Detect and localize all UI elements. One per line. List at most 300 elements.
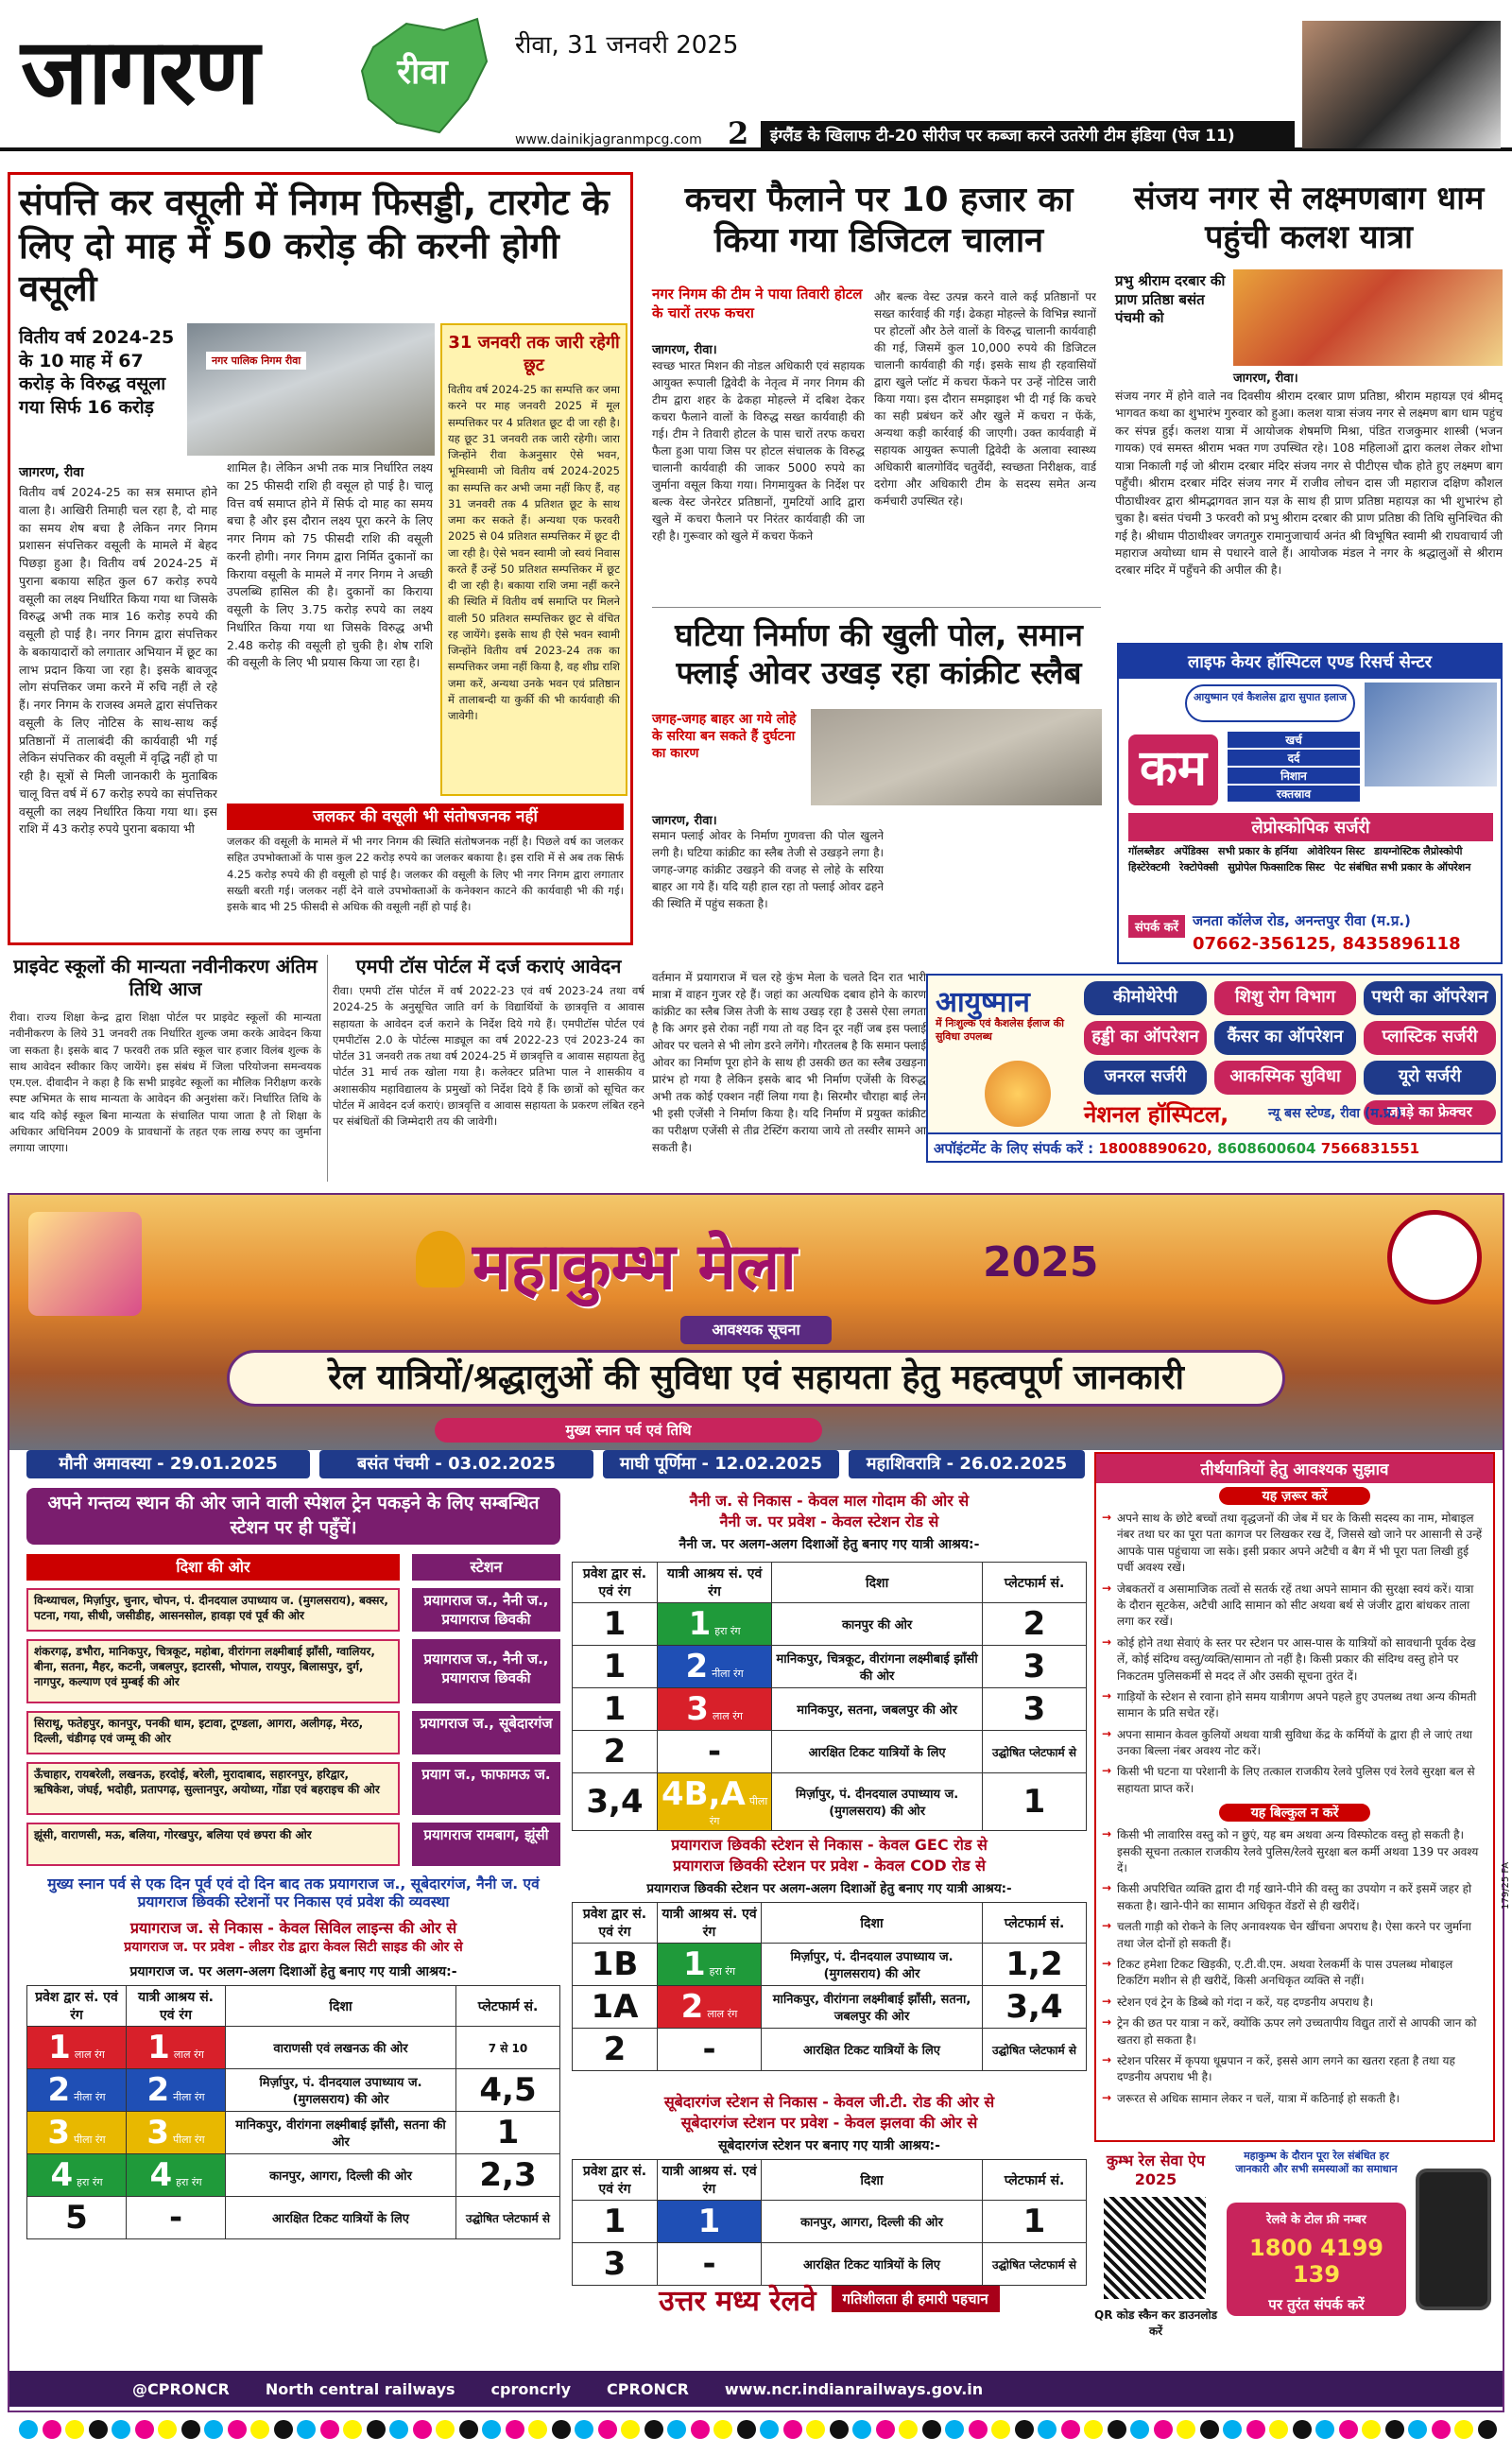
col-shelter: यात्री आश्रय सं. एवं रंग	[127, 1986, 226, 2027]
shelter-color: नीला रंग	[173, 2091, 205, 2103]
gate-number: 3	[603, 2245, 627, 2283]
col-gate: प्रवेश द्वार सं. एवं रंग	[573, 1563, 658, 1603]
phone-1: 18008890620,	[1098, 1140, 1212, 1157]
water-tax-text: जलकर की वसूली के मामले में भी नगर निगम की स्थिति संतोषजनक नहीं है। पिछले वर्ष का जलकर सहित उपभोक्ताओं के पास कुल 22 करोड़ रुपये का जलकर बकाया है। इस राशि में से अब तक सिर्फ 4.25 करोड़ रुपये की ही वसूली हो पाई है। जलकर की वसूली के लिए भी नगर निगम द्वारा लगातार सख्ती बरती गई। जलकर नहीं देने वाले उपभोक्ताओं के कनेक्शन काटने की कार्यवाही भी की गई। इसके बाद भी 25 फीसदी से अधिक की वसूली नहीं हो पाई है।	[227, 835, 624, 913]
registration-dot	[436, 2420, 455, 2439]
table-row	[573, 1603, 1087, 1646]
col-shelter: यात्री आश्रय सं. एवं रंग	[658, 1903, 762, 1944]
lifecare-hospital-ad	[1117, 643, 1503, 964]
lifecare-title: लाइफ केयर हॉस्पिटल एण्ड रिसर्च सेन्टर	[1119, 645, 1501, 679]
registration-dot	[274, 2420, 293, 2439]
direction-cell: मिर्ज़ापुर, पं. दीनदयाल उपाध्याय ज. (मुगलसराय) की ओर	[790, 1950, 954, 1981]
headline-kalash-yatra: संजय नगर से लक्ष्मणबाग धाम पहुंची कलश यात्रा	[1133, 180, 1485, 256]
registration-dot	[1223, 2420, 1242, 2439]
service-item: हिस्टेरेक्टमी	[1128, 861, 1170, 874]
table-row	[573, 1944, 1087, 1986]
website-url[interactable]: www.dainikjagranmpcg.com	[515, 132, 702, 147]
registration-dot	[204, 2420, 223, 2439]
registration-dot	[691, 2420, 710, 2439]
table-row	[573, 1731, 1087, 1773]
gate-number: 3,4	[586, 1783, 644, 1821]
shelter-color: लाल रंग	[707, 2008, 738, 2020]
registration-dot	[1362, 2420, 1381, 2439]
byline: जागरण, रीवा।	[652, 343, 717, 357]
garbage-text-col2: और बल्क वेस्ट उत्पन्न करने वाले कई प्रतिष्ठानों पर सख्त कार्रवाई की गई। ढेकहा मोहल्ले के विभिन्न स्थानों पर होटलों और ठेले वालों के विरुद्ध चालानी कार्यवाही की गई, जिसमें कुल 10,000 रुपये की डिजिटल चालानी कार्यवाही की गई। इसके साथ ही रहवासियों द्वारा खुले प्लॉट में कचरा फेंकने पर उन्हें नोटिस जारी किया गया। इस दौरान समझाइश भी दी गई कि कचरे का सही प्रबंधन करें और खुले में कचरा न फेंकें, अन्यथा कड़ी कार्रवाई की जाएगी। उक्त कार्यवाही में सहायक आयुक्त रूपाली द्विवेदी के अलावा स्वास्थ्य अधिकारी बालगोविंद चतुर्वेदी, स्वच्छता निरीक्षक, वार्ड दरोगा और अधिकारी टीम के सदस्य समेत अन्य कर्मचारी उपस्थित रहे।	[874, 290, 1096, 508]
direction-cell: मानिकपुर, वीरांगना लक्ष्मीबाई झाँसी, सतना की ओर	[235, 2118, 446, 2150]
table-row	[27, 2154, 560, 2197]
direction-column-head: दिशा की ओर	[26, 1554, 400, 1581]
station-column-head: स्टेशन	[412, 1554, 560, 1581]
platform-cell: 1	[1022, 2203, 1046, 2240]
subedarganj-exit: सूबेदारगंज स्टेशन से निकास - केवल जी.टी. रोड की ओर से	[663, 2093, 995, 2111]
kicker-property-tax: वितीय वर्ष 2024-25 के 10 माह में 67 करोड़ के विरुद्ध वसूला गया सिर्फ 16 करोड़	[19, 327, 175, 419]
shelter-number: 2	[685, 1648, 709, 1685]
tollfree-sub: पर तुरंत संपर्क करें	[1268, 2296, 1365, 2313]
tollfree-number[interactable]: 1800 4199 139	[1249, 2235, 1383, 2288]
gate-number: 1B	[591, 1945, 639, 1983]
kalash-yatra-photo	[1233, 269, 1503, 366]
tip-item: → स्टेशन परिसर में कृपया धूम्रपान न करें, इससे आग लगने का खतरा रहता है तथा यह दण्डनीय अपराध भी है।	[1096, 2051, 1493, 2089]
prayagraj-shelter-table	[26, 1985, 560, 2239]
platform-cell: 1,2	[1005, 1945, 1063, 1983]
registration-dot	[297, 2420, 316, 2439]
naini-entry: नैनी ज. पर प्रवेश - केवल स्टेशन रोड से	[719, 1512, 939, 1530]
direction-row	[26, 1639, 560, 1703]
naini-sub: नैनी ज. पर अलग-अलग दिशाओं हेतु बनाए गए यात्री आश्रय:-	[679, 1537, 980, 1552]
direction-text: सिराथू, फतेहपुर, कानपुर, पनकी धाम, इटावा, टूण्डला, आगरा, अलीगढ़, मेरठ, दिल्ली, चंडीगढ़ एवं जम्मू की ओर	[26, 1711, 400, 1754]
flyover-text-col1: समान फ्लाई ओवर के निर्माण गुणवत्ता की पोल खुलने लगी है। घटिया कांक्रीट का स्लैब तेजी से उखड़ने लगा है। जगह-जगह कांक्रीट उखड़ने की वजह से लोहे के सरिया बाहर आ गये हैं। यदि यही हाल रहा तो फ्लाई ओवर ढहने की स्थिति में पहुंच सकता है।	[652, 829, 884, 910]
direction-cell: वाराणसी एवं लखनऊ की ओर	[273, 2042, 408, 2056]
direction-cell: आरक्षित टिकट यात्रियों के लिए	[808, 1746, 946, 1760]
appt-label: अपॉइंटमेंट के लिए संपर्क करें :	[934, 1140, 1094, 1157]
registration-dot	[644, 2420, 663, 2439]
indian-railways-logo	[1387, 1210, 1482, 1305]
platform-cell: 3,4	[1005, 1988, 1063, 2026]
platform-cell: उद्घोषित प्लेटफार्म से	[992, 2043, 1076, 2057]
platform-cell: 3	[1022, 1690, 1046, 1728]
tip-item: → ट्रेन की छत पर यात्रा न करें, क्योंकि ऊपर लगे उच्चतापीय विद्युत तारों से आपकी जान को खतरा हो सकता है।	[1096, 2013, 1493, 2051]
flyover-photo	[811, 709, 1102, 805]
subedarganj-shelter-table	[572, 2159, 1087, 2286]
registration-dot	[250, 2420, 269, 2439]
col-direction: दिशा	[762, 2160, 983, 2201]
shelter-color: पीला रंग	[173, 2134, 205, 2146]
service-item: सुप्रोपेल फिक्साटिक सिस्ट	[1228, 861, 1325, 874]
gate-number: 1	[603, 1605, 627, 1643]
notice-label: आवश्यक सूचना	[680, 1316, 832, 1344]
dos-title: यह ज़रूर करें	[1219, 1487, 1370, 1505]
gate-number: 1	[603, 2203, 627, 2240]
gate-color: हरा रंग	[77, 2176, 103, 2188]
kicker-kalash: प्रभु श्रीराम दरबार की प्राण प्रतिष्ठा बसंत पंचमी को	[1115, 272, 1226, 326]
direction-cell: मिर्ज़ापुर, पं. दीनदयाल उपाध्याय ज. (मुगलसराय) की ओर	[259, 2076, 422, 2107]
naini-exit: नैनी ज. से निकास - केवल माल गोदाम की ओर से	[689, 1492, 970, 1510]
facebook-handle[interactable]: North central railways	[265, 2379, 455, 2398]
gate-number: 3	[47, 2114, 71, 2152]
gate-number: 5	[65, 2199, 88, 2237]
shelter-number: 4	[149, 2156, 173, 2194]
shelter-number: 3	[146, 2114, 170, 2152]
registration-dot	[413, 2420, 432, 2439]
platform-cell: 1	[1022, 1783, 1046, 1821]
service-pill: कीमोथेरेपी	[1084, 981, 1207, 1015]
direction-row	[26, 1762, 560, 1815]
instagram-handle[interactable]: cproncrly	[490, 2379, 572, 2398]
chheoki-entry: प्रयागराज छिवकी स्टेशन पर प्रवेश - केवल COD रोड से	[673, 1857, 986, 1875]
shelter-number: 1	[682, 1945, 706, 1983]
kam-item: दर्द	[1228, 750, 1360, 766]
table-row	[573, 1646, 1087, 1688]
shelter-number: -	[168, 2199, 183, 2237]
prayagraj-sub: प्रयागराज ज. पर अलग-अलग दिशाओं हेतु बनाए गए यात्री आश्रय:-	[129, 1964, 457, 1979]
platform-cell: 4,5	[479, 2071, 537, 2109]
shelter-number: 2	[146, 2071, 170, 2109]
table-row	[573, 2029, 1087, 2071]
direction-text: ऊँचाहार, रायबरेली, लखनऊ, हरदोई, बरेली, मुरादाबाद, सहारनपुर, हरिद्वार, ऋषिकेश, जंघई, भदोही, प्रतापगढ़, सुल्तानपुर, अयोध्या, गोंडा एवं बहराइच की ओर	[26, 1762, 400, 1815]
registration-marks	[0, 2420, 1512, 2445]
direction-cell: आरक्षित टिकट यात्रियों के लिए	[803, 2044, 940, 2058]
flyover-text-col2: वर्तमान में प्रयागराज में चल रहे कुंभ मेला के चलते दिन रात भारी मात्रा में वाहन गुजर रहे हैं। जहां का अत्यधिक दबाव होने के कारण कांक्रीट का स्लैब जिस तेजी के साथ उखड़ रहा है उससे ऐसा लगता है कि अगर इसे रोका नहीं गया तो वह दिन दूर नहीं जब इस फ्लाई ओवर पर चलने से भी लोग डरने लगेंगे। गौरतलब है कि समान फ्लाई ओवर का निर्माण पूरा होने के साथ ही उसकी छत का स्लैब उखड़ना प्रारंभ हो गया है लेकिन इसके बाद भी निर्माण एजेंसी के विरुद्ध अभी तक कोई एक्शन नहीं लिया गया है। सिरमौर चौराहा बाई लेन भी इसी एजेंसी ने निर्माण किया है। यदि निर्माण में प्रयुक्त कांक्रीट का परीक्षण एजेंसी से तीव्र टेस्टिंग कराया जाये तो तस्वीर सामने आ सकती है।	[652, 971, 926, 1154]
mptaas-text: रीवा। एमपी टॉस पोर्टल में वर्ष 2022-23 एवं वर्ष 2023-24 तथा वर्ष 2024-25 के अनुसूचित जाति वर्ग के विद्यार्थियों के छात्रवृत्ति व आवास सहायता के आवेदन दर्ज कराने के निर्देश दिये गये हैं। एमपीटॉस पोर्टल एवं एमपीटॉस 2.0 के पोर्टल्स माड्यूल का वर्ष 2022-23 एवं 2023-24 का पोर्टल 31 जनवरी तक तथा वर्ष 2024-25 में छात्रवृत्ति व आवास सहायता हेतु पोर्टल 31 मार्च तक खोला गया है। कलेक्टर प्रतिभा पाल ने शासकीय व अशासकीय महाविद्यालय के प्रमुखों को निर्देश दिये हैं कि छात्रों को सूचित कर पोर्टल में आवेदन दर्ज कराएं। छात्रवृत्ति व आवास सहायता के प्रकरण लंबित रहने पर संबंधितों की जिम्मेदारी तय की जावेगी।	[333, 984, 644, 1128]
registration-dot	[1454, 2420, 1473, 2439]
subedarganj-sub: सूबेदारगंज स्टेशन पर बनाए गए यात्री आश्रय:-	[718, 2138, 940, 2153]
direction-text: विन्ध्याचल, मिर्ज़ापुर, चुनार, चोपन, पं. दीनदयाल उपाध्याय ज. (मुगलसराय), बक्सर, पटना, गया, सीधी, जसीडीह, आसनसोल, हावड़ा एवं पूर्व की ओर	[26, 1588, 400, 1632]
registration-dot	[969, 2420, 988, 2439]
service-item: ओवेरियन सिस्ट	[1306, 845, 1366, 857]
registration-dot	[1246, 2420, 1265, 2439]
station-text: प्रयागराज ज., नैनी ज., प्रयागराज छिवकी	[412, 1639, 560, 1703]
contact-label: संपर्क करें	[1128, 915, 1185, 938]
registration-dot	[19, 2420, 38, 2439]
kalash-icon	[416, 1231, 465, 1287]
story-text-col2: शामिल है। लेकिन अभी तक मात्र निर्धारित लक्ष्य का 25 फीसदी राशि ही वसूल हो पाई है। चालू वित्त वर्ष समाप्त होने में सिर्फ दो माह का समय बचा है और इस दौरान लक्ष्य पूरा करने के लिए नगर निगम को 75 फीसदी राशि की वसूली करनी होगी। नगर निगम द्वारा निर्मित दुकानों का किराया वसूली के मामले में नगर निगम ने अच्छी उपलब्धि हासिल की है। दुकानों का किराया वसूली के लिए 3.75 करोड़ रुपये का लक्ष्य निर्धारित किया गया था जिसके विरुद्ध अभी 2.48 करोड़ की वसूली हो चुकी है। शेष राशि की वसूली के लिए भी प्रयास किया जा रहा है।	[227, 460, 433, 670]
helpline-title: महाकुम्भ के दौरान पूरा रेल संबंधित हर जानकारी और सभी समस्याओं का समाधान	[1235, 2150, 1398, 2176]
registration-dot	[922, 2420, 941, 2439]
pilgrim-tips	[1094, 1452, 1495, 2142]
tip-item: → चलती गाड़ी को रोकने के लिए अनावश्यक चेन खींचना अपराध है। ऐसा करने पर जुर्माना तथा जेल दोनों हो सकती हैं।	[1096, 1917, 1493, 1955]
byline: जागरण, रीवा	[19, 465, 84, 480]
gate-number: 1	[48, 2029, 71, 2066]
table-row	[27, 2027, 560, 2069]
registration-dot	[876, 2420, 895, 2439]
col-platform: प्लेटफार्म सं.	[983, 1903, 1087, 1944]
col-direction: दिशा	[762, 1903, 983, 1944]
registration-dot	[43, 2420, 61, 2439]
discount-box	[440, 323, 627, 796]
col-platform: प्लेटफार्म सं.	[456, 1986, 560, 2027]
side-code: 179/25 FA	[1501, 1861, 1511, 1910]
byline: जागरण, रीवा।	[1233, 372, 1298, 386]
table-row	[573, 1986, 1087, 2029]
platform-cell: 7 से 10	[488, 2041, 528, 2055]
kicker-garbage: नगर निगम की टीम ने पाया तिवारी होटल के चारों तरफ कचरा	[652, 285, 863, 321]
national-hospital-ad	[926, 974, 1503, 1163]
tollfree-box	[1227, 2203, 1406, 2316]
registration-dot	[621, 2420, 640, 2439]
headline-mptaas: एमपी टॉस पोर्टल में दर्ज कराएं आवेदन	[355, 955, 622, 977]
registration-dot	[552, 2420, 571, 2439]
lifecare-address: जनता कॉलेज रोड, अनन्तपुर रीवा (म.प्र.)	[1193, 912, 1411, 929]
snan-date: बसंत पंचमी - 03.02.2025	[319, 1450, 593, 1478]
registration-dot	[367, 2420, 386, 2439]
direction-text: झूंसी, वाराणसी, मऊ, बलिया, गोरखपुर, बलिया एवं छपरा की ओर	[26, 1823, 400, 1866]
day-arrangement: मुख्य स्नान पर्व से एक दिन पूर्व एवं दो दिन बाद तक प्रयागराज ज., सूबेदारगंज, नैनी ज. एवं प्रयागराज छिवकी स्टेशनों पर निकास एवं प्रवेश की व्यवस्था	[47, 1875, 540, 1911]
service-item: डायग्नोस्टिक लैप्रोस्कोपी	[1374, 845, 1463, 857]
page-number: 2	[728, 115, 749, 151]
divider	[652, 607, 1101, 608]
col-shelter: यात्री आश्रय सं. एवं रंग	[658, 2160, 762, 2201]
registration-dot	[1015, 2420, 1034, 2439]
tip-item: → किसी भी लावारिस वस्तु को न छुएं, यह बम अथवा अन्य विस्फोटक वस्तु हो सकती है। इसकी सूचना तत्काल राजकीय रेलवे पुलिस/रेलवे सुरक्षा बल कर्मी अथवा 139 पर अवश्य दें।	[1096, 1825, 1493, 1879]
headline-private-schools: प्राइवेट स्कूलों की मान्यता नवीनीकरण अंतिम तिथि आज	[13, 955, 318, 1000]
service-item: अपेंडिक्स	[1174, 845, 1209, 857]
shelter-color: लाल रंग	[173, 2048, 204, 2061]
kam-item: खर्च	[1228, 732, 1360, 748]
service-pill: पथरी का ऑपरेशन	[1364, 981, 1496, 1015]
station-text: प्रयागराज ज., सूबेदारगंज	[412, 1711, 560, 1754]
registration-dot	[343, 2420, 362, 2439]
byline: जागरण, रीवा।	[652, 814, 717, 828]
service-pill: यूरो सर्जरी	[1364, 1061, 1496, 1095]
tip-item: → गाड़ियों के स्टेशन से रवाना होने समय यात्रीगण अपने पहले हुए उपलब्ध तथा अन्य कीमती सामान के प्रति सचेत रहें।	[1096, 1687, 1493, 1725]
headline-flyover: घटिया निर्माण की खुली पोल, समान फ्लाई ओवर उखड़ रहा कांक्रीट स्लैब	[675, 616, 1083, 691]
phone-3: 7566831551	[1320, 1140, 1420, 1157]
direction-row	[26, 1711, 560, 1754]
shelter-number: -	[702, 2245, 716, 2283]
col-shelter: यात्री आश्रय सं. एवं रंग	[658, 1563, 772, 1603]
tip-item: → अपना सामान केवल कुलियों अथवा यात्री सुविधा केंद्र के कर्मियों के द्वारा ही ले जाएं तथा उनका बिल्ला नंबर अवश्य नोट करें।	[1096, 1725, 1493, 1763]
qr-code[interactable]	[1104, 2197, 1206, 2299]
shelter-color: हरा रंग	[714, 1625, 741, 1637]
registration-dot	[598, 2420, 617, 2439]
lap-surgery-title: लेप्रोस्कोपिक सर्जरी	[1128, 813, 1493, 841]
registration-dot	[830, 2420, 849, 2439]
social-footer	[9, 2371, 1503, 2407]
table-row	[573, 1688, 1087, 1731]
national-hospital-name: नेशनल हॉस्पिटल,	[1084, 1101, 1229, 1128]
story-text-col1: वितीय वर्ष 2024-25 का सत्र समाप्त होने वाला है। आखिरी तिमाही चल रहा है, दो माह का समय शेष बचा है लेकिन नगर निगम प्रशासन संपत्तिकर वसूली के मामले में बेहद पिछड़ा हुआ है। वितीय वर्ष 2024-25 में पुराना बकाया सहित कुल 67 करोड़ रुपये वसूली का लक्ष्य निर्धारित किया गया था जिसके विरुद्ध अभी तक मात्र 16 करोड़ रुपये की वसूली हो पाई है। नगर निगम द्वारा संपत्तिकर के बकायादारों को लगातार अभियान में छूट का लाभ प्रदान किया जा रहा है। इसके बावजूद लोग संपत्तिकर जमा करने में रुचि नहीं ले रहे हैं। नगर निगम के राजस्व अमले द्वारा संपत्तिकर वसूली के लिए नोटिस के साथ-साथ कई प्रतिष्ठानों में तालाबंदी की कार्यवाही भी गई लेकिन संपत्तिकर की वसूली में वृद्धि नहीं हो पा रही है। सूत्रों से मिली जानकारी के मुताबिक चालू वित्त वर्ष में 67 करोड़ रुपये का संपत्तिकर वसूली का लक्ष्य निर्धारित किया गया था। इस राशि में 43 करोड़ रुपये पुराना बकाया भी	[19, 485, 217, 837]
service-item: रेक्टोपेक्सी	[1178, 861, 1219, 874]
registration-dot	[1200, 2420, 1219, 2439]
col-gate: प्रवेश द्वार सं. एवं रंग	[573, 2160, 658, 2201]
platform-cell: 3	[1022, 1648, 1046, 1685]
service-pill: कैंसर का ऑपरेशन	[1214, 1021, 1356, 1055]
registration-dot	[852, 2420, 871, 2439]
service-pill: हड्डी का ऑपरेशन	[1084, 1021, 1207, 1055]
registration-dot	[991, 2420, 1010, 2439]
service-item: गॉलब्लैडर	[1128, 845, 1165, 857]
shelter-number: -	[702, 2031, 716, 2068]
ayushman-label: आयुष्मान	[936, 986, 1030, 1019]
phone-mockup	[1416, 2169, 1491, 2310]
tip-item: → अपने साथ के छोटे बच्चों तथा वृद्धजनों की जेब में घर के किसी सदस्य का नाम, मोबाइल नंबर तथा घर का पूरा पता कागज पर लिखकर रख दें, जिससे खो जाने पर आसानी से उन्हें आपके पास पहुंचाया जा सके। इसी प्रकार अपने अटैची व बैग में भी पूरा पता लिखी हुई पर्ची अवश्य रखें।	[1096, 1509, 1493, 1580]
registration-dot	[1385, 2420, 1404, 2439]
snan-date: महाशिवरात्रि - 26.02.2025	[849, 1450, 1085, 1478]
state-map-icon	[354, 9, 491, 142]
registration-dot	[713, 2420, 732, 2439]
website-link[interactable]: www.ncr.indianrailways.gov.in	[724, 2379, 984, 2398]
newspaper-logo: जागरण	[21, 18, 258, 125]
subedarganj-entry: सूबेदारगंज स्टेशन पर प्रवेश - केवल झलवा की ओर से	[680, 2114, 978, 2132]
direction-cell: मानिकपुर, सतना, जबलपुर की ओर	[797, 1703, 957, 1718]
x-handle[interactable]: @CPRONCR	[132, 2379, 230, 2398]
lifecare-phones: 07662-356125, 8435896118	[1193, 934, 1461, 954]
registration-dot	[528, 2420, 547, 2439]
registration-dot	[760, 2420, 779, 2439]
registration-dot	[1108, 2420, 1126, 2439]
kam-badge: कम	[1128, 734, 1218, 805]
city-label: रीवा	[397, 53, 448, 92]
gate-number: 1	[603, 1648, 627, 1685]
kumbh-title: महाकुम्भ मेला	[472, 1229, 797, 1305]
platform-cell: उद्घोषित प्लेटफार्म से	[466, 2211, 550, 2225]
surgery-photo	[1365, 683, 1497, 786]
gate-number: 4	[50, 2156, 74, 2194]
registration-dot	[89, 2420, 108, 2439]
kicker-flyover: जगह-जगह बाहर आ गये लोहे के सरिया बन सकते हैं दुर्घटना का कारण	[652, 712, 797, 762]
direction-cell: आरक्षित टिकट यात्रियों के लिए	[803, 2258, 940, 2273]
garbage-text-col1: स्वच्छ भारत मिशन की नोडल अधिकारी एवं सहायक आयुक्त रूपाली द्विवेदी के नेतृत्व में नगर निगम की टीम द्वारा शहर के ढेकहा मोहल्ले में दबिश देकर कचरा फैलाने वालों के विरुद्ध सख्त कार्यवाही की गई। टीम ने तिवारी होटल के पास चारों तरफ कचरा फैला हुआ पाया जिस पर होटल संचालक के विरुद्ध चालानी कार्यवाही की जाकर 5000 रुपये का जुर्माना वसूल किया गया। निगमायुक्त के निर्देश पर बल्क वेस्ट जेनरेटर प्रतिष्ठानों, गुमटियों आदि द्वारा खुले में कचरा फैलाने पर निरंतर कार्यवाही की जा रही है। गुरूवार को खुले में कचरा फेंकने	[652, 359, 865, 543]
tip-item: → कोई होने तथा सेवाएं के स्तर पर स्टेशन पर आस-पास के यात्रियों को सावधानी पूर्वक देख लें, कोई संदिग्ध वस्तु/व्यक्ति/सामान तो नहीं है। किसी प्रकार की संदिग्ध वस्तु होने पर निकटतम पुलिसकर्मी से मदद लें और उसकी सूचना तुरंत दें।	[1096, 1633, 1493, 1687]
service-item: सभी प्रकार के हर्निया	[1217, 845, 1297, 857]
tip-item: → स्टेशन एवं ट्रेन के डिब्बे को गंदा न करें, यह दण्डनीय अपराध है।	[1096, 1993, 1493, 2013]
col-gate: प्रवेश द्वार सं. एवं रंग	[27, 1986, 127, 2027]
gate-number: 2	[603, 1733, 627, 1771]
direction-cell: कानपुर, आगरा, दिल्ली की ओर	[800, 2216, 943, 2230]
special-train-heading: अपने गन्तव्य स्थान की ओर जाने वाली स्पेशल ट्रेन पकड़ने के लिए सम्बन्धित स्टेशन पर ही पहुँचें।	[26, 1488, 560, 1545]
railway-name: उत्तर मध्य रेलवे	[659, 2284, 816, 2318]
direction-cell: आरक्षित टिकट यात्रियों के लिए	[272, 2212, 409, 2226]
platform-cell: 2,3	[479, 2156, 537, 2194]
registration-dot	[1177, 2420, 1195, 2439]
water-tax-subhead: जलकर की वसूली भी संतोषजनक नहीं	[227, 804, 624, 830]
col-direction: दिशा	[772, 1563, 983, 1603]
table-row	[573, 1773, 1087, 1831]
tip-item: → किसी अपरिचित व्यक्ति द्वारा दी गई खाने-पीने की वस्तु का उपयोग न करें इसमें जहर हो सकता है। खाने-पीने का सामान अधिकृत वेंडरों से ही खरीदें।	[1096, 1879, 1493, 1917]
col-platform: प्लेटफार्म सं.	[983, 2160, 1087, 2201]
shelter-number: -	[708, 1733, 722, 1771]
lifecare-sub: आयुष्मान एवं कैशलेस द्वारा सुपात इलाज	[1185, 684, 1355, 722]
railway-signature	[572, 2280, 1087, 2318]
snan-date: मौनी अमावस्या - 29.01.2025	[26, 1450, 310, 1478]
col-platform: प्लेटफार्म सं.	[983, 1563, 1087, 1603]
service-item: पेट संबंधित सभी प्रकार के ऑपरेशन	[1333, 861, 1471, 874]
chheoki-sub: प्रयागराज छिवकी स्टेशन पर अलग-अलग दिशाओं हेतु बनाए गए यात्री आश्रय:-	[646, 1881, 1012, 1896]
discount-box-title: 31 जनवरी तक जारी रहेगी छूट	[448, 333, 620, 375]
edition-date: रीवा, 31 जनवरी 2025	[515, 31, 739, 60]
kumbh-subtitle: रेल यात्रियों/श्रद्धालुओं की सुविधा एवं सहायता हेतु महत्वपूर्ण जानकारी	[227, 1350, 1285, 1407]
shelter-number: 1	[697, 2203, 721, 2240]
naini-shelter-table	[572, 1562, 1087, 1831]
registration-dot	[899, 2420, 918, 2439]
shelter-number: 2	[680, 1988, 704, 2026]
donts-title: यह बिल्कुल न करें	[1219, 1804, 1370, 1822]
chheoki-shelter-table	[572, 1902, 1087, 2071]
gate-color: लाल रंग	[74, 2048, 105, 2061]
kumbh-logo	[28, 1212, 142, 1316]
masthead	[0, 0, 1512, 151]
shelter-number: 1	[688, 1605, 712, 1643]
qr-text: QR कोड स्कैन कर डाउनलोड करें	[1094, 2308, 1217, 2338]
registration-dot	[1154, 2420, 1173, 2439]
phone-2: 8608600604	[1217, 1140, 1316, 1157]
shelter-number: 4B,A	[662, 1775, 746, 1813]
snan-heading: मुख्य स्नान पर्व एवं तिथि	[435, 1418, 822, 1443]
registration-dot	[575, 2420, 593, 2439]
service-pill: जबड़े का फ्रेक्चर	[1364, 1100, 1496, 1125]
gate-number: 1A	[591, 1988, 639, 2026]
ayushman-sub: में निःशुल्क एवं कैशलेस ईलाज की सुविधा उपलब्ध	[936, 1017, 1064, 1044]
registration-dot	[112, 2420, 130, 2439]
service-pill: शिशु रोग विभाग	[1214, 981, 1356, 1015]
col-direction: दिशा	[226, 1986, 456, 2027]
col-gate: प्रवेश द्वार सं. एवं रंग	[573, 1903, 658, 1944]
national-address: न्यू बस स्टेण्ड, रीवा (म.प्र.)	[1268, 1106, 1402, 1121]
station-text: प्रयागराज रामबाग, झूंसी	[412, 1823, 560, 1866]
ayushman-logo-icon	[985, 1061, 1051, 1127]
registration-dot	[806, 2420, 825, 2439]
direction-text: शंकरगढ़, डभौरा, मानिकपुर, चित्रकूट, महोबा, वीरांगना लक्ष्मीबाई झाँसी, ग्वालियर, बीना, सतना, मैहर, कटनी, जबलपुर, इटारसी, भोपाल, रायपुर, बिलासपुर, दुर्ग, नागपुर, कल्याण एवं मुम्बई की ओर	[26, 1639, 400, 1703]
photo-sign: नगर पालिक निगम रीवा	[206, 352, 306, 370]
youtube-handle[interactable]: CPRONCR	[607, 2379, 689, 2398]
platform-cell: उद्घोषित प्लेटफार्म से	[992, 2257, 1076, 2272]
helpline-section	[1094, 2150, 1495, 2365]
registration-dot	[158, 2420, 177, 2439]
tip-item: → जेबकतरों व असामाजिक तत्वों से सतर्क रहें तथा अपने सामान की सुरक्षा स्वयं करें। यात्रा के दौरान सूटकेस, अटैची आदि सामान को सीट अथवा बर्थ से जंजीर द्वारा बांधकर ताला लगा कर रखें।	[1096, 1580, 1493, 1633]
direction-cell: मिर्ज़ापुर, पं. दीनदयाल उपाध्याय ज. (मुगलसराय) की ओर	[796, 1788, 959, 1819]
registration-dot	[945, 2420, 964, 2439]
direction-cell: मानिकपुर, चित्रकूट, वीरांगना लक्ष्मीबाई झाँसी की ओर	[776, 1652, 978, 1684]
direction-row	[26, 1823, 560, 1866]
direction-cell: मानिकपुर, वीरांगना लक्ष्मीबाई झाँसी, सतना, जबलपुर की ओर	[772, 1993, 971, 2024]
app-title: कुम्भ रेल सेवा ऐप 2025	[1106, 2152, 1206, 2188]
railway-tagline: गतिशीलता ही हमारी पहचान	[832, 2286, 1000, 2312]
registration-dot	[1315, 2420, 1334, 2439]
registration-dot	[459, 2420, 478, 2439]
tollfree-label: रेलवे के टोल फ्री नम्बर	[1266, 2213, 1366, 2227]
table-row	[27, 2197, 560, 2239]
private-schools-text: रीवा। राज्य शिक्षा केन्द्र द्वारा शिक्षा पोर्टल पर प्राइवेट स्कूलों की मान्यता नवीनीकरण के लिये 31 जनवरी तक निर्धारित शुल्क जमा करके आवेदन किया जा सकता है। इसके बाद 7 फरवरी तक प्रति स्कूल चार हजार विलंब शुल्क के साथ आवेदन स्वीकार किए जायेंगे। इस संबंध में जिला परियोजना समन्वयक एम.एल. दीवादीन ने कहा है कि सभी प्राइवेट स्कूलों का मौलिक निरीक्षण करके स्पष्ट अभिमत के साथ मान्यता के आवेदन की अनुशंसा करें। निर्धारित तिथि के बाद यदि कोई स्कूल बिना मान्यता के संचालित पाया जाता है तो शिक्षा के अधिकार अधिनियम 2009 के प्रावधानों के तहत एक लाख रुपए का जुर्माना लगाया जाएगा।	[9, 1011, 321, 1154]
registration-dot	[228, 2420, 247, 2439]
tip-item: → टिकट हमेशा टिकट खिड़की, ए.टी.वी.एम. अथवा रेलकर्मी के पास उपलब्ध मोबाइल टिकटिंग मशीन से ही खरीदें, किसी अनधिकृत व्यक्ति से नहीं।	[1096, 1955, 1493, 1993]
registration-dot	[389, 2420, 408, 2439]
tip-item: → किसी भी घटना या परेशानी के लिए तत्काल राजकीय रेलवे पुलिस एवं रेलवे सुरक्षा बल से सहायता प्राप्त करें।	[1096, 1762, 1493, 1800]
prayagraj-exit: प्रयागराज ज. से निकास - केवल सिविल लाइन्स की ओर से	[129, 1919, 457, 1937]
registration-dot	[1432, 2420, 1451, 2439]
kam-item: निशान	[1228, 768, 1360, 784]
tips-title: तीर्थयात्रियों हेतु आवश्यक सुझाव	[1096, 1454, 1493, 1483]
registration-dot	[1293, 2420, 1312, 2439]
tip-item: → जरूरत से अधिक सामान लेकर न चलें, यात्रा में कठिनाई हो सकती है।	[1096, 2089, 1493, 2110]
chheoki-exit: प्रयागराज छिवकी स्टेशन से निकास - केवल GEC रोड से	[671, 1836, 988, 1854]
sports-teaser[interactable]: इंग्लैंड के खिलाफ टी-20 सीरीज पर कब्जा करने उतरेगी टीम इंडिया (पेज 11)	[761, 121, 1295, 147]
service-pill: आकस्मिक सुविधा	[1214, 1061, 1356, 1095]
gate-color: नीला रंग	[74, 2091, 106, 2103]
divider	[327, 955, 328, 1182]
shelter-color: लाल रंग	[712, 1710, 743, 1722]
teaser-photo	[1302, 21, 1501, 148]
table-row	[27, 2069, 560, 2112]
kalash-text: संजय नगर में होने वाले नव दिवसीय श्रीराम दरबार प्राण प्रतिष्ठा, श्रीराम महायज्ञ एवं श्रीमद् भागवत कथा का शुभारंभ गुरुवार को हुआ। कलश यात्रा संजय नगर से लक्ष्मण बाग धाम पहुंच कर संपन्न हुई। कलश यात्रा में आयोजक शेषमणि मिश्रा, पंडित राजकुमार शास्त्री (भजन गायक) एवं समस्त श्रीराम भक्त गण उपस्थित रहे। 108 महिलाओं द्वारा कलश लेकर शोभा यात्रा निकाली गई जो श्रीराम दरबार मंदिर संजय नगर से पीटीएस चौक होते हुए लक्ष्मण बाग पहुँची। श्रीराम दरबार मंदिर संजय नगर में राजीव लोचन दास जी महाराज दक्षिण कौशल पीठाधीश्वर द्वारा श्रीमद्भागवत ज्ञान यज्ञ के साथ ही प्राण प्रतिष्ठा महायज्ञ का भी शुभारंभ हो चुका है। बसंत पंचमी 3 फरवरी को प्रभु श्रीराम दरबार की प्राण प्रतिष्ठा की तिथि सुनिश्चित की गई है। श्रीधाम पीठाधीश्वर जगतगुरु रामानुजाचार्य अनंत श्री विभूषित स्वामी श्री राघवाचार्य जी महाराज अयोध्या धाम से पधारने वाले हैं। आयोजक मंडल ने नगर के श्रद्धालुओं से श्रीराम दरबार मंदिर में पहुँचने की अपील की है।	[1115, 389, 1503, 578]
gate-number: 1	[603, 1690, 627, 1728]
headline-garbage-challan: कचरा फैलाने पर 10 हजार का किया गया डिजिटल चालान	[684, 181, 1074, 261]
registration-dot	[65, 2420, 84, 2439]
snan-date: माघी पूर्णिमा - 12.02.2025	[603, 1450, 839, 1478]
shelter-number: 1	[147, 2029, 170, 2066]
service-pill: प्लास्टिक सर्जरी	[1364, 1021, 1496, 1055]
registration-dot	[181, 2420, 200, 2439]
table-row	[27, 2112, 560, 2154]
